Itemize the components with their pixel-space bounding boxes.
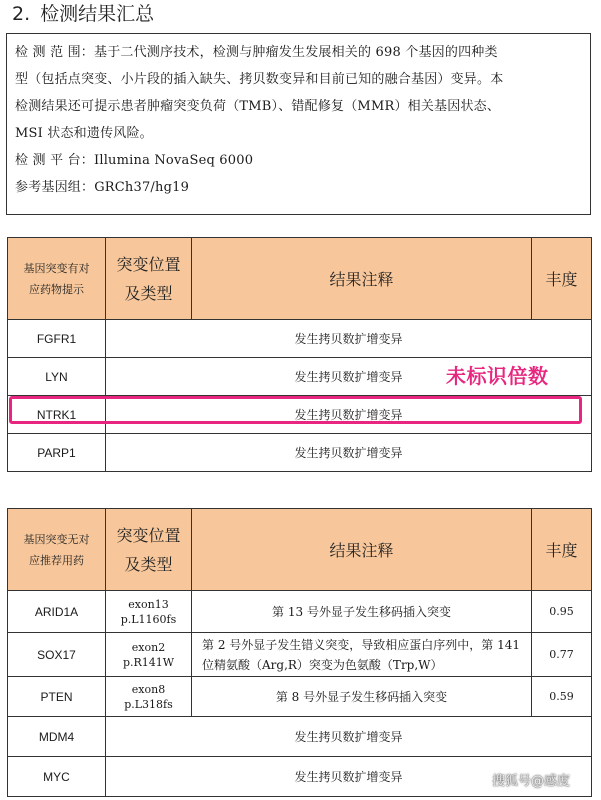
annotation-cell: 发生拷贝数扩增变异 [106,717,592,757]
section-heading [12,0,154,28]
annotation-cell: 第 2 号外显子发生错义突变，导致相应蛋白序列中，第 141 位精氨酸（Arg,R）突变为色氨酸（Trp,W） [192,633,532,677]
table-row [8,434,592,472]
frequency-cell: 0.77 [532,633,592,677]
table-row [8,591,592,633]
highlight-box [9,396,582,424]
gene-cell: SOX17 [8,633,106,677]
info-reference-genome: 参考基因组：GRCh37/hg19 [15,180,190,195]
header-position [106,238,192,320]
info-platform: 检 测 平 台：Illumina NovaSeq 6000 [15,153,254,168]
gene-cell: MDM4 [8,717,106,757]
header-frequency: 丰度 [532,509,592,591]
test-info-box [6,33,591,215]
actionable-mutations-table [7,237,592,472]
frequency-cell: 0.95 [532,591,592,633]
gene-cell: PTEN [8,677,106,717]
annotation-cell: 发生拷贝数扩增变异 [106,320,592,358]
header-gene-line: 基因突变无对 [23,532,90,546]
section-title: 检测结果汇总 [40,3,155,25]
watermark: 搜狐号@感度 [492,774,571,789]
protein-change: p.L318fs [124,697,173,711]
position-cell [106,591,192,633]
header-gene-line: 应推荐用药 [29,553,84,567]
table-row [8,633,592,677]
exon-label: exon13 [128,597,169,611]
exon-label: exon8 [131,682,166,696]
annotation-cell: 发生拷贝数扩增变异 [106,434,592,472]
annotation-cell: 第 8 号外显子发生移码插入突变 [192,677,532,717]
annotation-cell: 发生拷贝数扩增变异 [106,358,592,396]
protein-change: p.L1160fs [120,612,177,626]
table-row [8,717,592,757]
annotation-cell: 第 13 号外显子发生移码插入突变 [192,591,532,633]
info-line: MSI 状态和遗传风险。 [15,126,153,141]
header-position-line: 及类型 [124,283,173,303]
annotation-cell: 发生拷贝数扩增变异 [106,757,592,797]
section-number: 2. [12,3,31,25]
position-cell [106,677,192,717]
info-line: 型（包括点突变、小片段的插入缺失、拷贝数变异和目前已知的融合基因）变异。本 [15,72,504,87]
frequency-cell: 0.59 [532,677,592,717]
header-position-line: 突变位置 [116,525,181,545]
header-position-line: 突变位置 [116,254,181,274]
gene-cell: ARID1A [8,591,106,633]
header-position [106,509,192,591]
gene-cell: NTRK1 [8,396,106,434]
header-annotation: 结果注释 [192,238,532,320]
protein-change: p.R141W [122,655,175,669]
header-frequency: 丰度 [532,238,592,320]
gene-cell: FGFR1 [8,320,106,358]
gene-cell: PARP1 [8,434,106,472]
non-actionable-mutations-table [7,508,592,797]
header-gene-line: 基因突变有对 [23,261,90,275]
annotation-note: 未标识倍数 [446,364,549,388]
gene-cell: MYC [8,757,106,797]
table-row [8,320,592,358]
table-row [8,677,592,717]
header-gene-line: 应药物提示 [29,282,84,296]
header-position-line: 及类型 [124,554,173,574]
header-gene [8,238,106,320]
info-line: 检 测 范 围：基于二代测序技术，检测与肿瘤发生发展相关的 698 个基因的四种类 [15,45,498,60]
info-line: 检测结果还可提示患者肿瘤突变负荷（TMB）、错配修复（MMR）相关基因状态、 [15,99,501,114]
gene-cell: LYN [8,358,106,396]
exon-label: exon2 [131,640,166,654]
position-cell [106,633,192,677]
header-gene [8,509,106,591]
header-annotation: 结果注释 [192,509,532,591]
table-header-row [8,509,592,591]
annotation-cell: 发生拷贝数扩增变异 [106,396,592,434]
table-header-row [8,238,592,320]
